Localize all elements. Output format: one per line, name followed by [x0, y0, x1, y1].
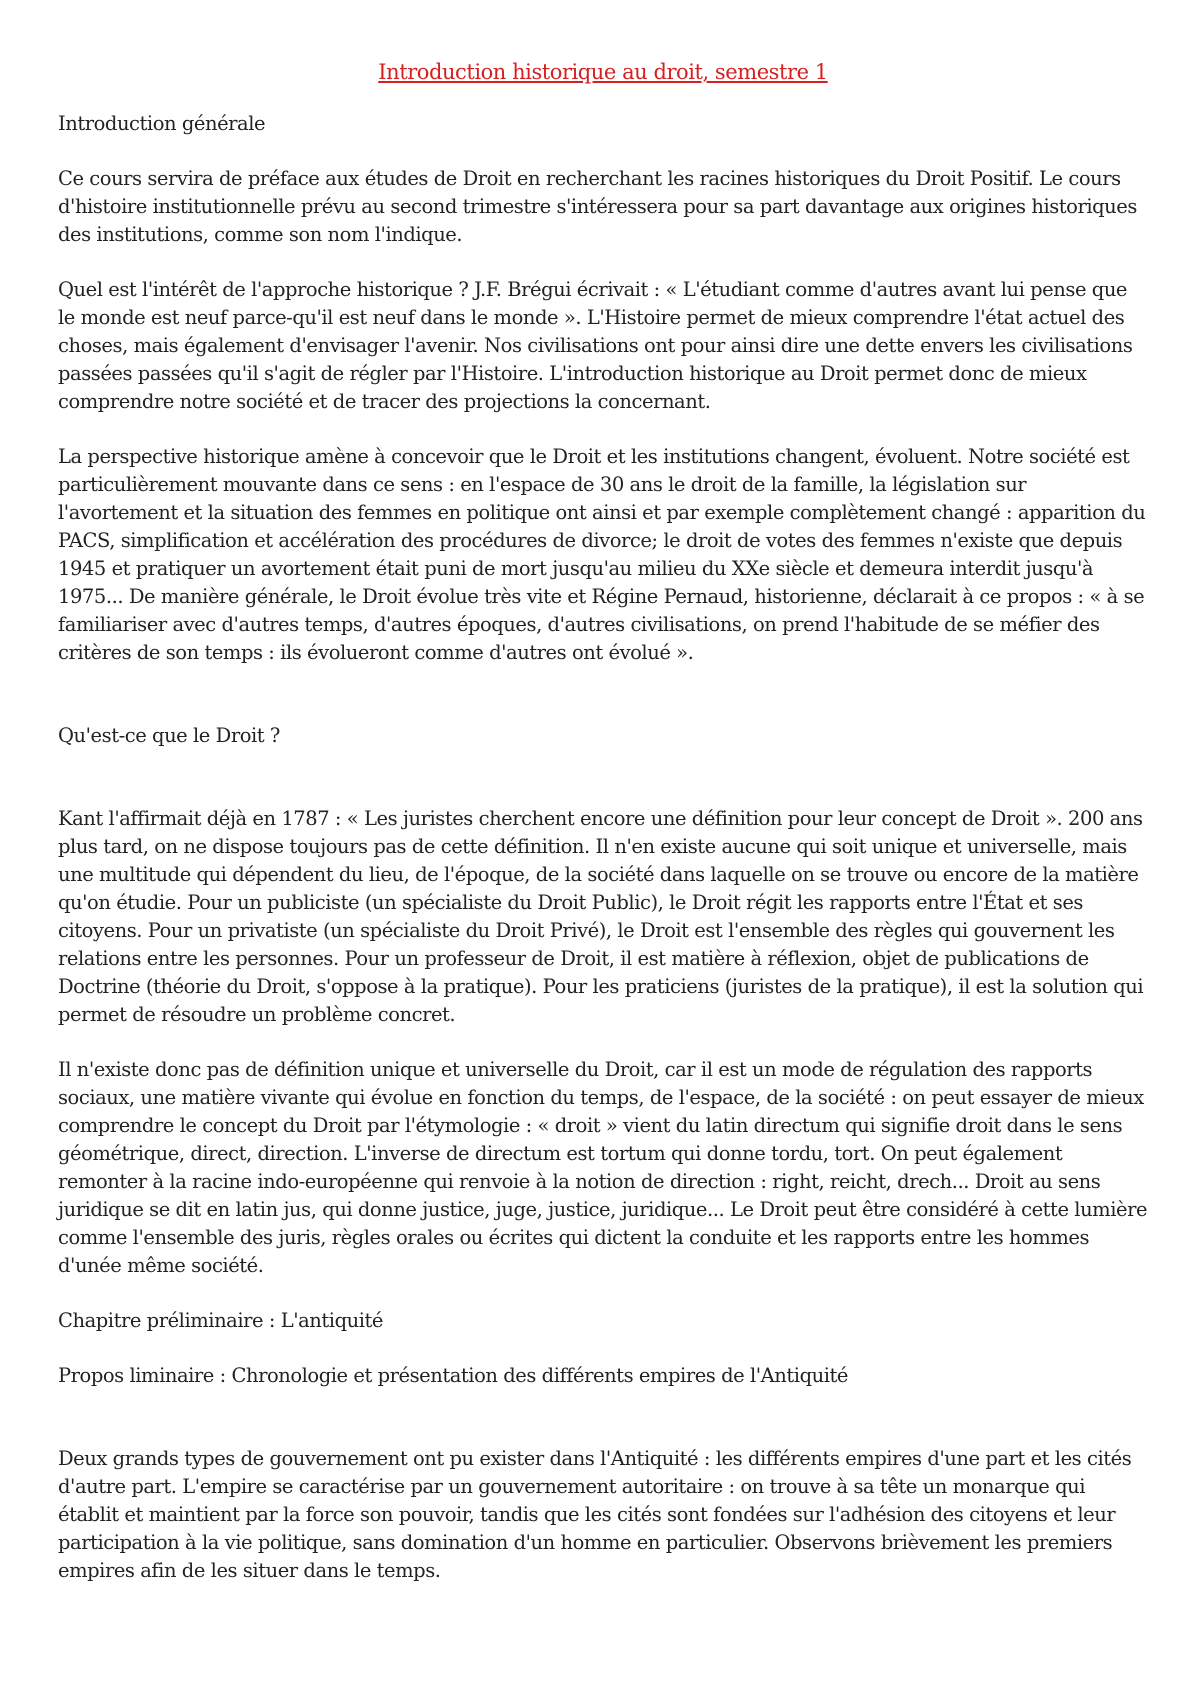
- document-title: Introduction historique au droit, semestre 1: [378, 60, 828, 84]
- document-page: [58, 52, 1148, 1612]
- paragraph-types-gouvernement: Deux grands types de gouvernement ont pu exister dans l'Antiquité : les différents empires d'une part et les cités d'autre part. L'empire se caractérise par un gouvernement autoritaire : on trouve à sa tête un monarque qui établit et maintient par la force son pouvoir, tandis que les cités sont fondées sur l'adhésion des citoyens et leur participation à la vie politique, sans domination d'un homme en particulier. Observons brièvement les premiers empires afin de les situer dans le temps.: [58, 1447, 1132, 1582]
- paragraph-interet-historique: Quel est l'intérêt de l'approche historique ? J.F. Brégui écrivait : « L'étudiant comme d'autres avant lui pense que le monde est neuf parce-qu'il est neuf dans le monde ». L'Histoire permet de mieux comprendre l'état actuel des choses, mais également d'envisager l'avenir. Nos civilisations ont pour ainsi dire une dette envers les civilisations passées passées qu'il s'agit de régler par l'Histoire. L'introduction historique au Droit permet donc de mieux comprendre notre société et de tracer des projections la concernant.: [58, 278, 1133, 413]
- paragraph-definition-etymologie: Il n'existe donc pas de définition unique et universelle du Droit, car il est un mode de régulation des rapports sociaux, une matière vivante qui évolue en fonction du temps, de l'espace, de la société : on peut essayer de mieux comprendre le concept du Droit par l'étymologie : « droit » vient du latin directum qui signifie droit dans le sens géométrique, direct, direction. L'inverse de directum est tortum qui donne tordu, tort. On peut également remonter à la racine indo-européenne qui renvoie à la notion de direction : right, reicht, drech... Droit au sens juridique se dit en latin jus, qui donne justice, juge, justice, juridique... Le Droit peut être considéré à cette lumière comme l'ensemble des juris, règles orales ou écrites qui dictent la conduite et les rapports entre les hommes d'unée même société.: [58, 1058, 1148, 1277]
- paragraph-kant: Kant l'affirmait déjà en 1787 : « Les juristes cherchent encore une définition pour leur concept de Droit ». 200 ans plus tard, on ne dispose toujours pas de cette définition. Il n'en existe aucune qui soit unique et universelle, mais une multitude qui dépendent du lieu, de l'époque, de la société dans laquelle on se trouve ou encore de la matière qu'on étudie. Pour un publiciste (un spécialiste du Droit Public), le Droit régit les rapports entre l'État et ses citoyens. Pour un privatiste (un spécialiste du Droit Privé), le Droit est l'ensemble des règles qui gouvernent les relations entre les personnes. Pour un professeur de Droit, il est matière à réflexion, objet de publications de Doctrine (théorie du Droit, s'oppose à la pratique). Pour les praticiens (juristes de la pratique), il est la solution qui permet de résoudre un problème concret.: [58, 807, 1144, 1026]
- paragraph-perspective-historique: La perspective historique amène à concevoir que le Droit et les institutions changent, évoluent. Notre société est particulièrement mouvante dans ce sens : en l'espace de 30 ans le droit de la famille, la législation sur l'avortement et la situation des femmes en politique ont ainsi et par exemple complètement changé : apparition du PACS, simplification et accélération des procédures de divorce; le droit de votes des femmes n'existe que depuis 1945 et pratiquer un avortement était puni de mort jusqu'au milieu du XXe siècle et demeura interdit jusqu'à 1975... De manière générale, le Droit évolue très vite et Régine Pernaud, historienne, déclarait à ce propos : « à se familiariser avec d'autres temps, d'autres époques, d'autres civilisations, on prend l'habitude de se méfier des critères de son temps : ils évolueront comme d'autres ont évolué ».: [58, 445, 1146, 664]
- section-heading-quest-ce-que-le-droit: Qu'est-ce que le Droit ?: [58, 724, 280, 747]
- paragraph-preface: Ce cours servira de préface aux études de Droit en recherchant les racines historiques du Droit Positif. Le cours d'histoire institutionnelle prévu au second trimestre s'intéressera pour sa part davantage aux origines historiques des institutions, comme son nom l'indique.: [58, 167, 1137, 246]
- section-heading-introduction: Introduction générale: [58, 112, 266, 135]
- section-heading-propos-liminaire: Propos liminaire : Chronologie et présentation des différents empires de l'Antiquité: [58, 1364, 848, 1387]
- section-heading-chapitre-preliminaire: Chapitre préliminaire : L'antiquité: [58, 1309, 383, 1332]
